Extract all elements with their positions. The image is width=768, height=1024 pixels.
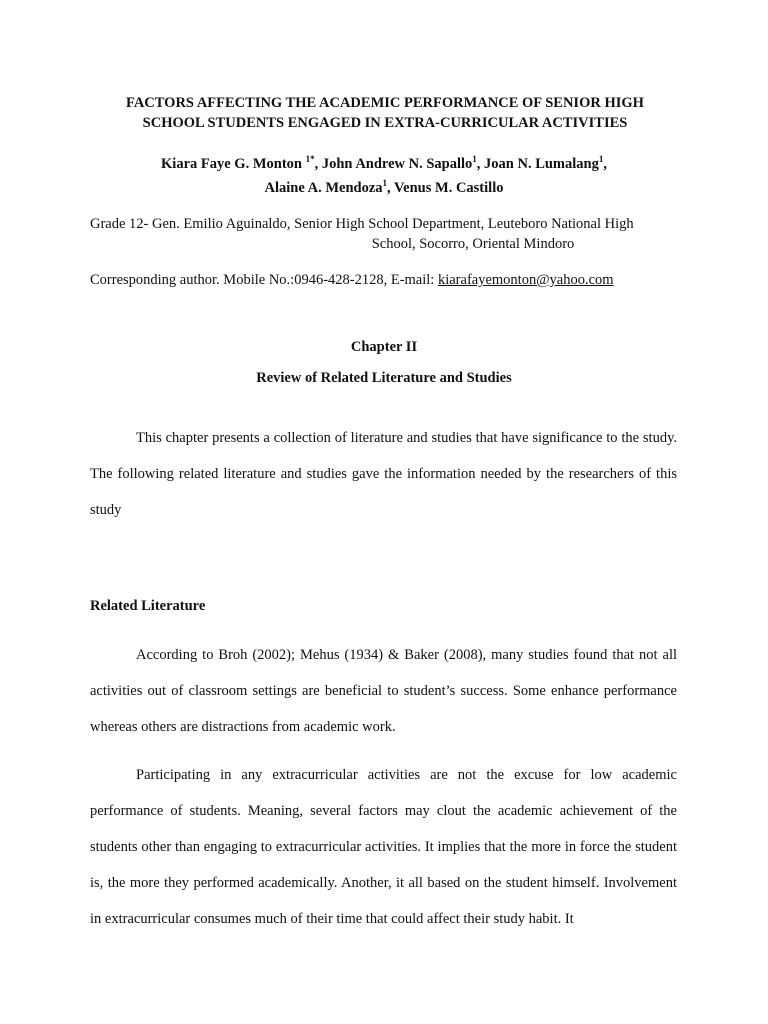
authors-line-2: Alaine A. Mendoza$^1$, Venus M. Castillo [264,178,504,196]
chapter-number: Chapter II [350,339,418,355]
affiliation-line-2: School, Socorro, Oriental Mindoro [371,236,575,252]
affiliation [90,214,686,254]
author-name: Alaine A. Mendoza [264,180,383,196]
title-line-1: FACTORS AFFECTING THE ACADEMIC PERFORMANCE OF SENIOR HIGH [126,95,644,111]
body-paragraph: Participating in any extracurricular activities are not the excuse for low academic performance of students. Meaning, several factors may clout the academic achievement of the students other than engaging to extracurricular activities. It implies that the more in force the student is, the more they performed academically. Another, it all based on the student himself. Involvement in extracurricular consumes much of their time that could affect their study habit. It [90,767,677,927]
author-superscript: 1 [598,154,604,165]
author-superscript: 1* [305,154,315,165]
author-list [80,152,688,200]
body-paragraph: According to Broh (2002); Mehus (1934) & Baker (2008), many studies found that not all activities out of classroom settings are beneficial to student’s success. Some enhance performance whereas others are distractions from academic work. [90,647,677,735]
corresponding-author [90,270,686,290]
author-name: John Andrew N. Sapallo [321,156,473,172]
author-name: Venus M. Castillo [394,180,504,196]
author-superscript: 1 [472,154,477,165]
affiliation-line-1: Grade 12- Gen. Emilio Aguinaldo, Senior High School Department, Leuteboro National High [90,216,634,232]
chapter-title: Review of Related Literature and Studies [256,370,512,386]
author-name: Joan N. Lumalang [484,156,599,172]
intro-paragraph: This chapter presents a collection of literature and studies that have significance to the study. The following related literature and studies gave the information needed by the researchers of this study [90,430,677,518]
authors-line-1: Kiara Faye G. Monton $^{1*}$, John Andrew N. Sapallo$^1$, Joan N. Lumalang$^1$, [161,154,607,172]
author-name: Kiara Faye G. Monton [161,156,302,172]
paper-title [80,93,690,133]
title-line-2: SCHOOL STUDENTS ENGAGED IN EXTRA-CURRICULAR ACTIVITIES [142,115,628,131]
section-heading: Related Literature [90,598,206,614]
author-superscript: 1 [382,178,388,189]
corresponding-label: Corresponding author. Mobile No.:0946-428-2128, E-mail: [90,272,438,288]
email-link[interactable]: kiarafayemonton@yahoo.com [437,272,614,288]
